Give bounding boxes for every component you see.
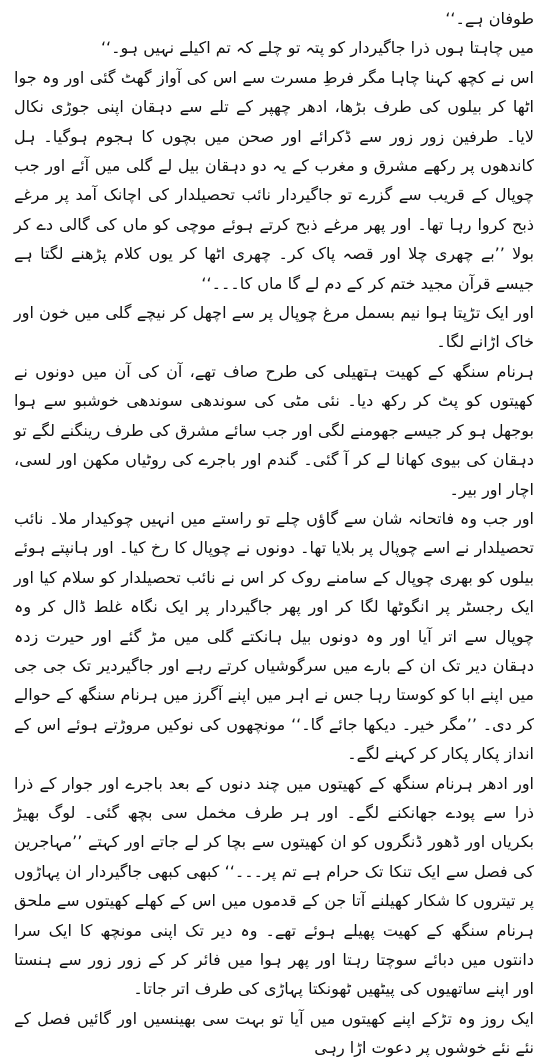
paragraph: طوفان ہے۔‘‘ xyxy=(445,9,534,28)
paragraph: اور ادھر ہرنام سنگھ کے کھیتوں میں چند دنوں کے بعد باجرے اور جوار کے ذرا ذرا سے پودے جھانکنے لگے۔ اور ہر طرف مخمل سی بچھ گئی۔ لوگ بھیڑ بکریاں اور ڈھور ڈنگروں کو ان کھیتوں سے بچا کر لے جاتے اور کہتے ’’مہاجرین کی فصل سے ایک تنکا تک حرام ہے تم پر۔۔۔‘‘ کبھی کبھی جاگیردار ان پہاڑوں پر تیتروں کا شکار کھیلنے آتا جن کے قدموں میں اس کے کھلے کھیتوں سے ملحق ہرنام سنگھ کے کھیت پھیلے ہوئے تھے۔ وہ دیر تک اپنی مونچھ کا ایک سرا دانتوں میں دبائے سوچتا رہتا اور پھر ہوا میں فائر کر کے زور زور سے ہنستا اور اپنے ساتھیوں کی پیٹھیں ٹھونکتا پہاڑی کی طرف اتر جاتا۔ xyxy=(14,773,534,999)
paragraph: اور ایک تڑپتا ہوا نیم بسمل مرغ چوپال پر سے اچھل کر نیچے گلی میں خون اور خاک اڑانے لگا۔ xyxy=(14,303,534,352)
paragraph: ہرنام سنگھ کے کھیت ہتھیلی کی طرح صاف تھے، آن کی آن میں دونوں نے کھیتوں کو پٹ کر رکھ دیا۔ نئی مٹی کی سوندھی سوندھی خوشبو سے ہوا بوجھل ہو کر جیسے جھومنے لگی اور جب سائے مشرق کی طرف رینگنے لگے تو دہقان کی بیوی کھانا لے کر آ گئی۔ گندم اور باجرے کی روٹیاں مکھن اور لسی، اچار اور بیر۔ xyxy=(14,361,534,499)
paragraph: اور جب وہ فاتحانہ شان سے گاؤں چلے تو راستے میں انہیں چوکیدار ملا۔ نائب تحصیلدار نے اسے چوپال پر بلایا تھا۔ دونوں نے چوپال کا رخ کیا۔ اور ہانپتے ہوئے بیلوں کو بھری چوپال کے سامنے روک کر اس نے نائب تحصیلدار کو سلام کیا اور ایک رجسٹر پر انگوٹھا لگا کر اور پھر جاگیردار پر ایک نگاہ غلط ڈال کر وہ چوپال سے اتر آیا اور وہ دونوں بیل ہانکتے گلی میں مڑ گئے اور حیرت زدہ دہقان دیر تک ان کے بارے میں سرگوشیاں کرتے رہے اور جاگیردیر تک جی جی میں اپنے ابا کو کوستا رہا جس نے اہر میں اپنے آگرز میں ہرنام سنگھ کے حوالے کر دی۔ ’’مگر خیر۔ دیکھا جائے گا۔‘‘ مونچھوں کی نوکیں مروڑتے ہوئے اس کے انداز پکار پکار کر کہنے لگے۔ xyxy=(14,508,534,764)
paragraph: اس نے کچھ کہنا چاہا مگر فرطِ مسرت سے اس کی آواز گھٹ گئی اور وہ جوا اٹھا کر بیلوں کی طرف بڑھا، ادھر چھپر کے تلے سے دہقان اپنی جوڑی نکال لایا۔ طرفین زور زور سے ڈکرائے اور صحن میں بچوں کا ہجوم ہوگیا۔ ہل کاندھوں پر رکھے مشرق و مغرب کے یہ دو دہقان بیل لے گلی میں آئے اور جب چوپال کے قریب سے گزرے تو جاگیردار نائب تحصیلدار کی اچانک آمد پر مرغے ذبح کروا رہا تھا۔ اور پھر مرغے ذبح کرتے ہوئے موچی کو ماں کی گالی دے کر بولا ’’بے چھری چلا اور قصہ پاک کر۔ چھری اٹھا کر یوں کلام پڑھنے لگتا ہے جیسے قرآن مجید ختم کر کے دم لے گا ماں کا۔۔۔‘‘ xyxy=(14,67,534,293)
paragraph: میں چاہتا ہوں ذرا جاگیردار کو پتہ تو چلے کہ تم اکیلے نہیں ہو۔‘‘ xyxy=(100,38,534,58)
paragraph: ایک روز وہ تڑکے اپنے کھیتوں میں آیا تو بہت سی بھینسیں اور گائیں فصل کے نئے نئے خوشوں پر دعوت اڑا رہی xyxy=(14,1008,534,1058)
document-page xyxy=(14,4,534,1063)
